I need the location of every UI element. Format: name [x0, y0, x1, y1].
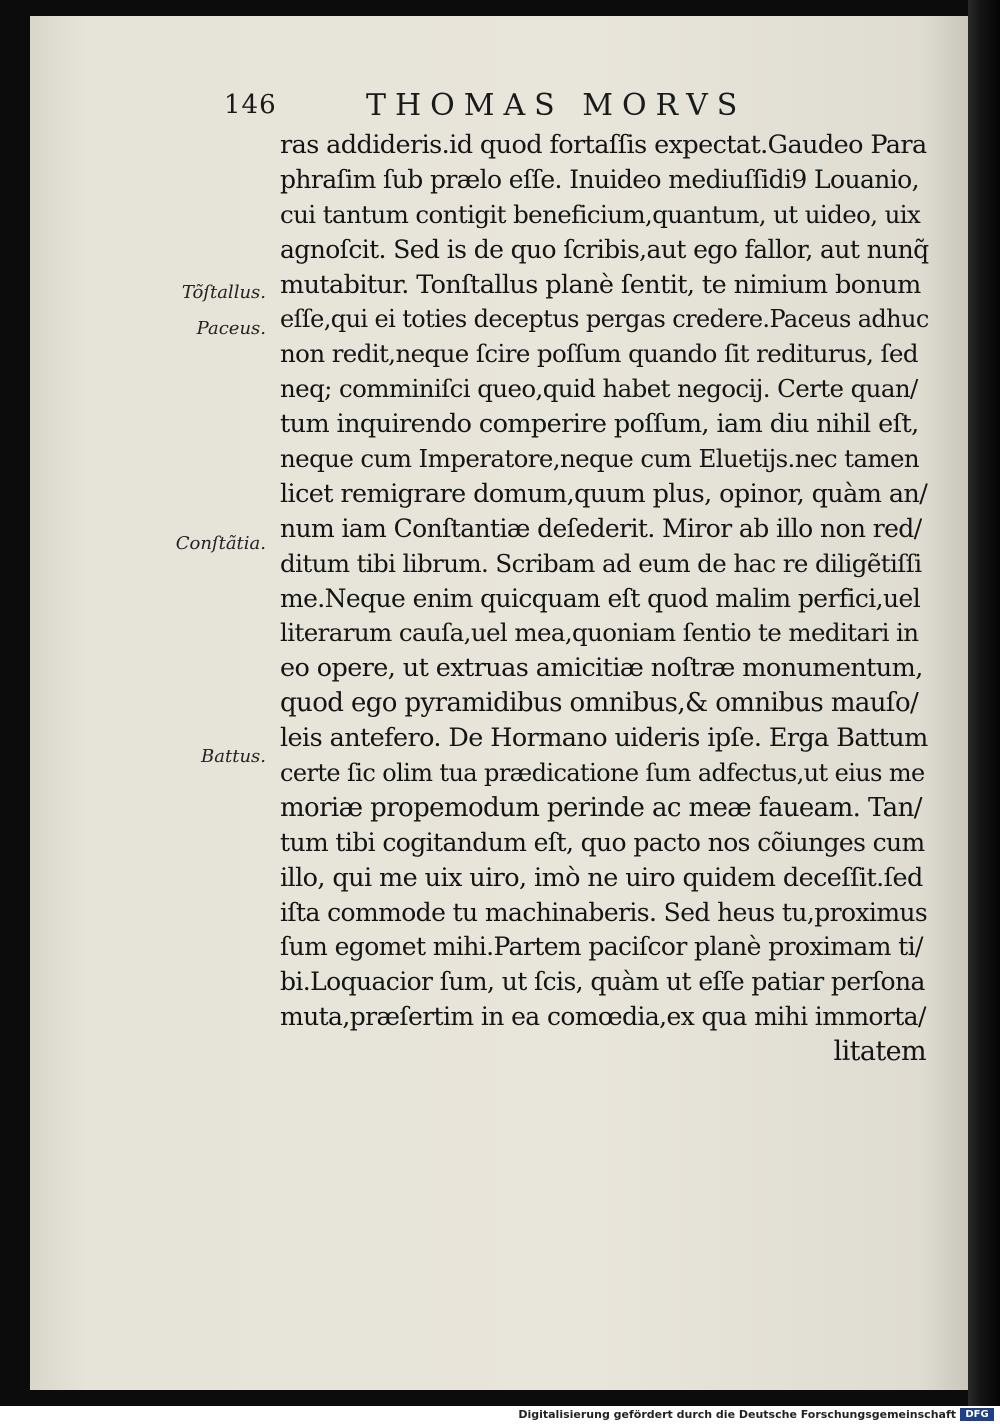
marginal-note-constantia: Conſtãtia. [175, 533, 266, 554]
text-line: phraſim ſub prælo eſſe. Inuideo mediuſſidi9 Louanio, [280, 164, 919, 194]
text-line: literarum cauſa,uel mea,quoniam ſentio te meditari in [280, 618, 919, 648]
body-text [280, 128, 930, 1070]
marginal-note-tonstallus: Tõſtallus. [181, 282, 266, 303]
text-line: moriæ propemodum perinde ac meæ faueam. Tan/ [280, 792, 922, 823]
marginal-note-battus: Battus. [201, 746, 266, 767]
text-line: licet remigrare domum,quum plus, opinor, quàm an/ [280, 478, 928, 509]
text-line: ditum tibi librum. Scribam ad eum de hac re diligẽtiſſi [280, 548, 922, 578]
text-line: ras addideris.id quod fortaſſis expectat.Gaudeo Para [280, 130, 927, 160]
text-line: neque cum Imperatore,neque cum Eluetijs.nec tamen [280, 444, 920, 474]
page-number: 146 [224, 90, 277, 120]
text-line: mutabitur. Tonſtallus planè ſentit, te nimium bonum [280, 269, 921, 300]
running-head: THOMAS MORVS [366, 88, 747, 123]
book-spine [968, 0, 1000, 1406]
text-line: eſſe,qui ei toties deceptus pergas credere.Paceus adhuc [280, 305, 929, 334]
text-line: me.Neque enim quicquam eſt quod malim perfici,uel [280, 583, 921, 613]
dfg-logo: DFG [960, 1408, 994, 1421]
text-line: eo opere, ut extruas amicitiæ noſtræ monumentum, [280, 653, 923, 684]
text-line: quod ego pyramidibus omnibus,& omnibus mauſo/ [280, 688, 919, 719]
text-line: muta,præſertim in ea comœdia,ex qua mihi immorta/ [280, 1002, 926, 1032]
funding-notice: Digitalisierung gefördert durch die Deutsche Forschungsgemeinschaft [518, 1408, 956, 1421]
text-line: bi.Loquacior ſum, ut ſcis, quàm ut eſſe patiar perſona [280, 967, 925, 997]
text-line: cui tantum contigit beneficium,quantum, ut uideo, uix [280, 199, 921, 229]
footer [0, 1406, 1000, 1424]
text-line: agnoſcit. Sed is de quo ſcribis,aut ego fallor, aut nunq̃ [280, 234, 929, 264]
text-line: tum inquirendo comperire poſſum, iam diu nihil eſt, [280, 409, 919, 440]
text-line: certe ſic olim tua prædicatione ſum adfectus,ut eius me [280, 759, 925, 788]
marginal-note-paceus: Paceus. [196, 318, 266, 339]
text-line: num iam Conſtantiæ deſederit. Miror ab illo non red/ [280, 513, 922, 543]
text-line: iſta commode tu machinaberis. Sed heus tu,proximus [280, 897, 928, 927]
catchword: litatem [833, 1036, 926, 1068]
text-line: non redit,neque ſcire poſſum quando ſit rediturus, ſed [280, 339, 918, 369]
text-line: illo, qui me uix uiro, imò ne uiro quidem deceſſit.ſed [280, 862, 923, 893]
text-line: neq; comminiſci queo,quid habet negocij. Certe quan/ [280, 374, 918, 404]
text-line: tum tibi cogitandum eſt, quo pacto nos cõiunges cum [280, 827, 925, 857]
text-line: ſum egomet mihi.Partem paciſcor planè proximam ti/ [280, 932, 923, 962]
text-line: leis antefero. De Hormano uideris ipſe. Erga Battum [280, 723, 928, 754]
